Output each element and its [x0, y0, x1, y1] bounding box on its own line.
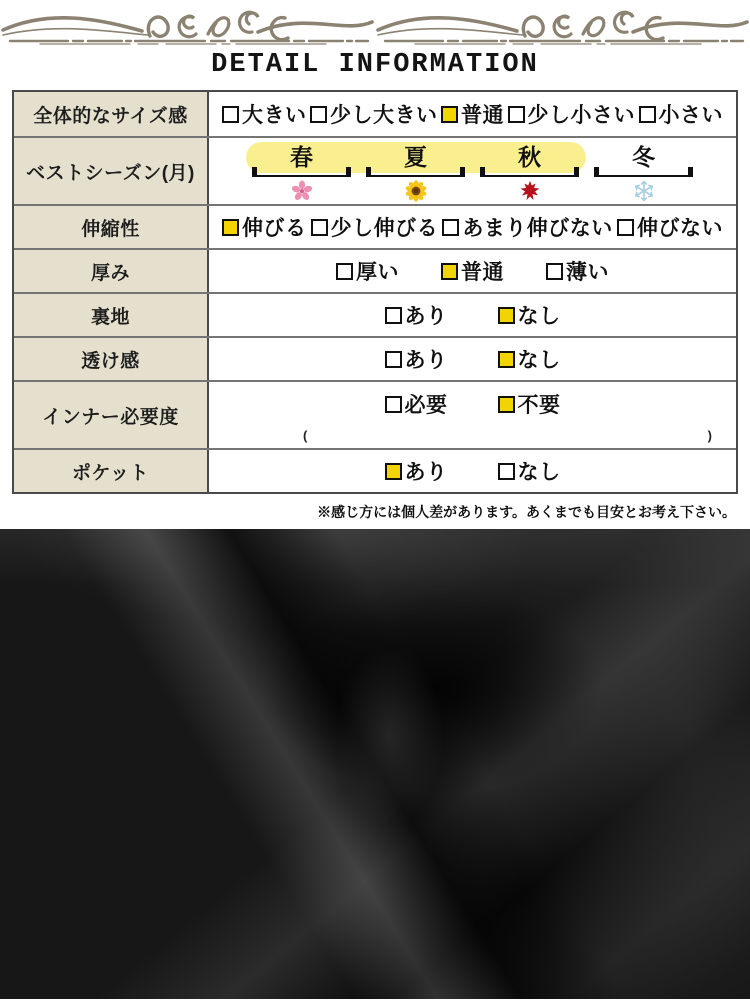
checkbox-option — [498, 344, 561, 374]
option-label: なし — [517, 461, 561, 484]
option-label: 薄い — [566, 261, 609, 284]
row-values — [209, 294, 736, 336]
table-row — [14, 336, 736, 380]
checkbox-option — [508, 99, 636, 129]
option-label: 伸びない — [636, 217, 723, 240]
unchecked-checkbox-icon — [639, 106, 656, 123]
season-segment — [478, 144, 582, 202]
table-row — [14, 204, 736, 248]
season-bracket — [594, 169, 694, 177]
season-bracket — [480, 169, 580, 177]
season-segment — [592, 144, 696, 202]
unchecked-checkbox-icon — [222, 106, 239, 123]
unchecked-checkbox-icon — [442, 219, 459, 236]
season-bracket — [252, 169, 352, 177]
table-row — [14, 248, 736, 292]
open-paren: ( — [303, 427, 308, 443]
unchecked-checkbox-icon — [508, 106, 525, 123]
options-line — [209, 338, 736, 380]
swirl-ornament-icon — [0, 3, 750, 47]
table-row — [14, 136, 736, 204]
unchecked-checkbox-icon — [385, 351, 402, 368]
checked-checkbox-icon — [498, 351, 515, 368]
checked-checkbox-icon — [441, 106, 458, 123]
option-label: 小さい — [658, 104, 723, 127]
checkbox-option — [546, 256, 609, 286]
options-line — [209, 382, 736, 426]
row-label: 全体的なサイズ感 — [14, 92, 209, 136]
checkbox-option — [441, 99, 504, 129]
unchecked-checkbox-icon — [385, 396, 402, 413]
row-label: インナー必要度 — [14, 382, 209, 448]
options-line — [209, 450, 736, 492]
option-label: 厚い — [356, 261, 399, 284]
season-bracket — [366, 169, 466, 177]
checked-checkbox-icon — [498, 396, 515, 413]
row-values — [209, 450, 736, 492]
row-values — [209, 206, 736, 248]
option-label: 必要 — [404, 394, 448, 417]
snowflake-icon — [633, 180, 655, 202]
option-label: なし — [517, 349, 561, 372]
unchecked-checkbox-icon — [385, 307, 402, 324]
close-paren: ) — [707, 427, 712, 443]
checkbox-option — [617, 212, 723, 242]
season-segment — [250, 144, 354, 202]
sakura-icon — [291, 180, 313, 202]
checkbox-option — [385, 389, 448, 419]
row-label: 伸縮性 — [14, 206, 209, 248]
option-label: 大きい — [242, 104, 307, 127]
row-label: 透け感 — [14, 338, 209, 380]
unchecked-checkbox-icon — [617, 219, 634, 236]
checkbox-option — [222, 212, 307, 242]
row-values — [209, 92, 736, 136]
options-line — [209, 294, 736, 336]
row-label: ベストシーズン(月) — [14, 138, 209, 204]
table-row — [14, 448, 736, 492]
checkbox-option — [442, 212, 613, 242]
section-title: DETAIL INFORMATION — [211, 50, 539, 80]
options-line — [209, 206, 736, 248]
season-label: 秋 — [518, 144, 541, 170]
product-fabric-photo — [0, 529, 750, 999]
options-line — [209, 92, 736, 136]
row-label: 裏地 — [14, 294, 209, 336]
checkbox-option — [441, 256, 504, 286]
row-label: 厚み — [14, 250, 209, 292]
checkbox-option — [498, 300, 561, 330]
row-values — [209, 382, 736, 448]
checked-checkbox-icon — [441, 263, 458, 280]
checkbox-option — [639, 99, 724, 129]
season-label: 夏 — [404, 144, 427, 170]
decorative-divider — [0, 0, 750, 46]
option-label: あり — [404, 461, 448, 484]
option-label: 普通 — [461, 261, 504, 284]
season-label: 春 — [290, 144, 313, 170]
note-parentheses — [209, 426, 736, 448]
row-values — [209, 250, 736, 292]
option-label: なし — [517, 305, 561, 328]
option-label: 少し小さい — [527, 104, 635, 127]
checkbox-option — [498, 389, 561, 419]
option-label: あり — [404, 305, 448, 328]
option-label: 不要 — [517, 394, 561, 417]
unchecked-checkbox-icon — [311, 219, 328, 236]
unchecked-checkbox-icon — [498, 463, 515, 480]
unchecked-checkbox-icon — [546, 263, 563, 280]
unchecked-checkbox-icon — [336, 263, 353, 280]
checkbox-option — [385, 344, 448, 374]
row-values — [209, 138, 736, 204]
table-row — [14, 380, 736, 448]
season-segment — [364, 144, 468, 202]
checkbox-option — [336, 256, 399, 286]
unchecked-checkbox-icon — [310, 106, 327, 123]
checkbox-option — [310, 99, 438, 129]
option-label: 伸びる — [242, 217, 307, 240]
table-row — [14, 92, 736, 136]
row-label: ポケット — [14, 450, 209, 492]
checkbox-option — [385, 300, 448, 330]
option-label: あまり伸びない — [462, 217, 613, 240]
checked-checkbox-icon — [498, 307, 515, 324]
row-values — [209, 338, 736, 380]
sunflower-icon — [405, 180, 427, 202]
maple-icon — [519, 180, 541, 202]
option-label: あり — [404, 349, 448, 372]
option-label: 少し大きい — [330, 104, 438, 127]
season-label: 冬 — [632, 144, 655, 170]
detail-table — [12, 90, 738, 494]
option-label: 少し伸びる — [330, 217, 439, 240]
table-row — [14, 292, 736, 336]
checked-checkbox-icon — [222, 219, 239, 236]
checked-checkbox-icon — [385, 463, 402, 480]
option-label: 普通 — [461, 104, 504, 127]
checkbox-option — [498, 456, 561, 486]
checkbox-option — [385, 456, 448, 486]
checkbox-option — [311, 212, 439, 242]
checkbox-option — [222, 99, 307, 129]
options-line — [209, 250, 736, 292]
footnote: ※感じ方には個人差があります。あくまでも目安とお考え下さい。 — [317, 504, 736, 520]
